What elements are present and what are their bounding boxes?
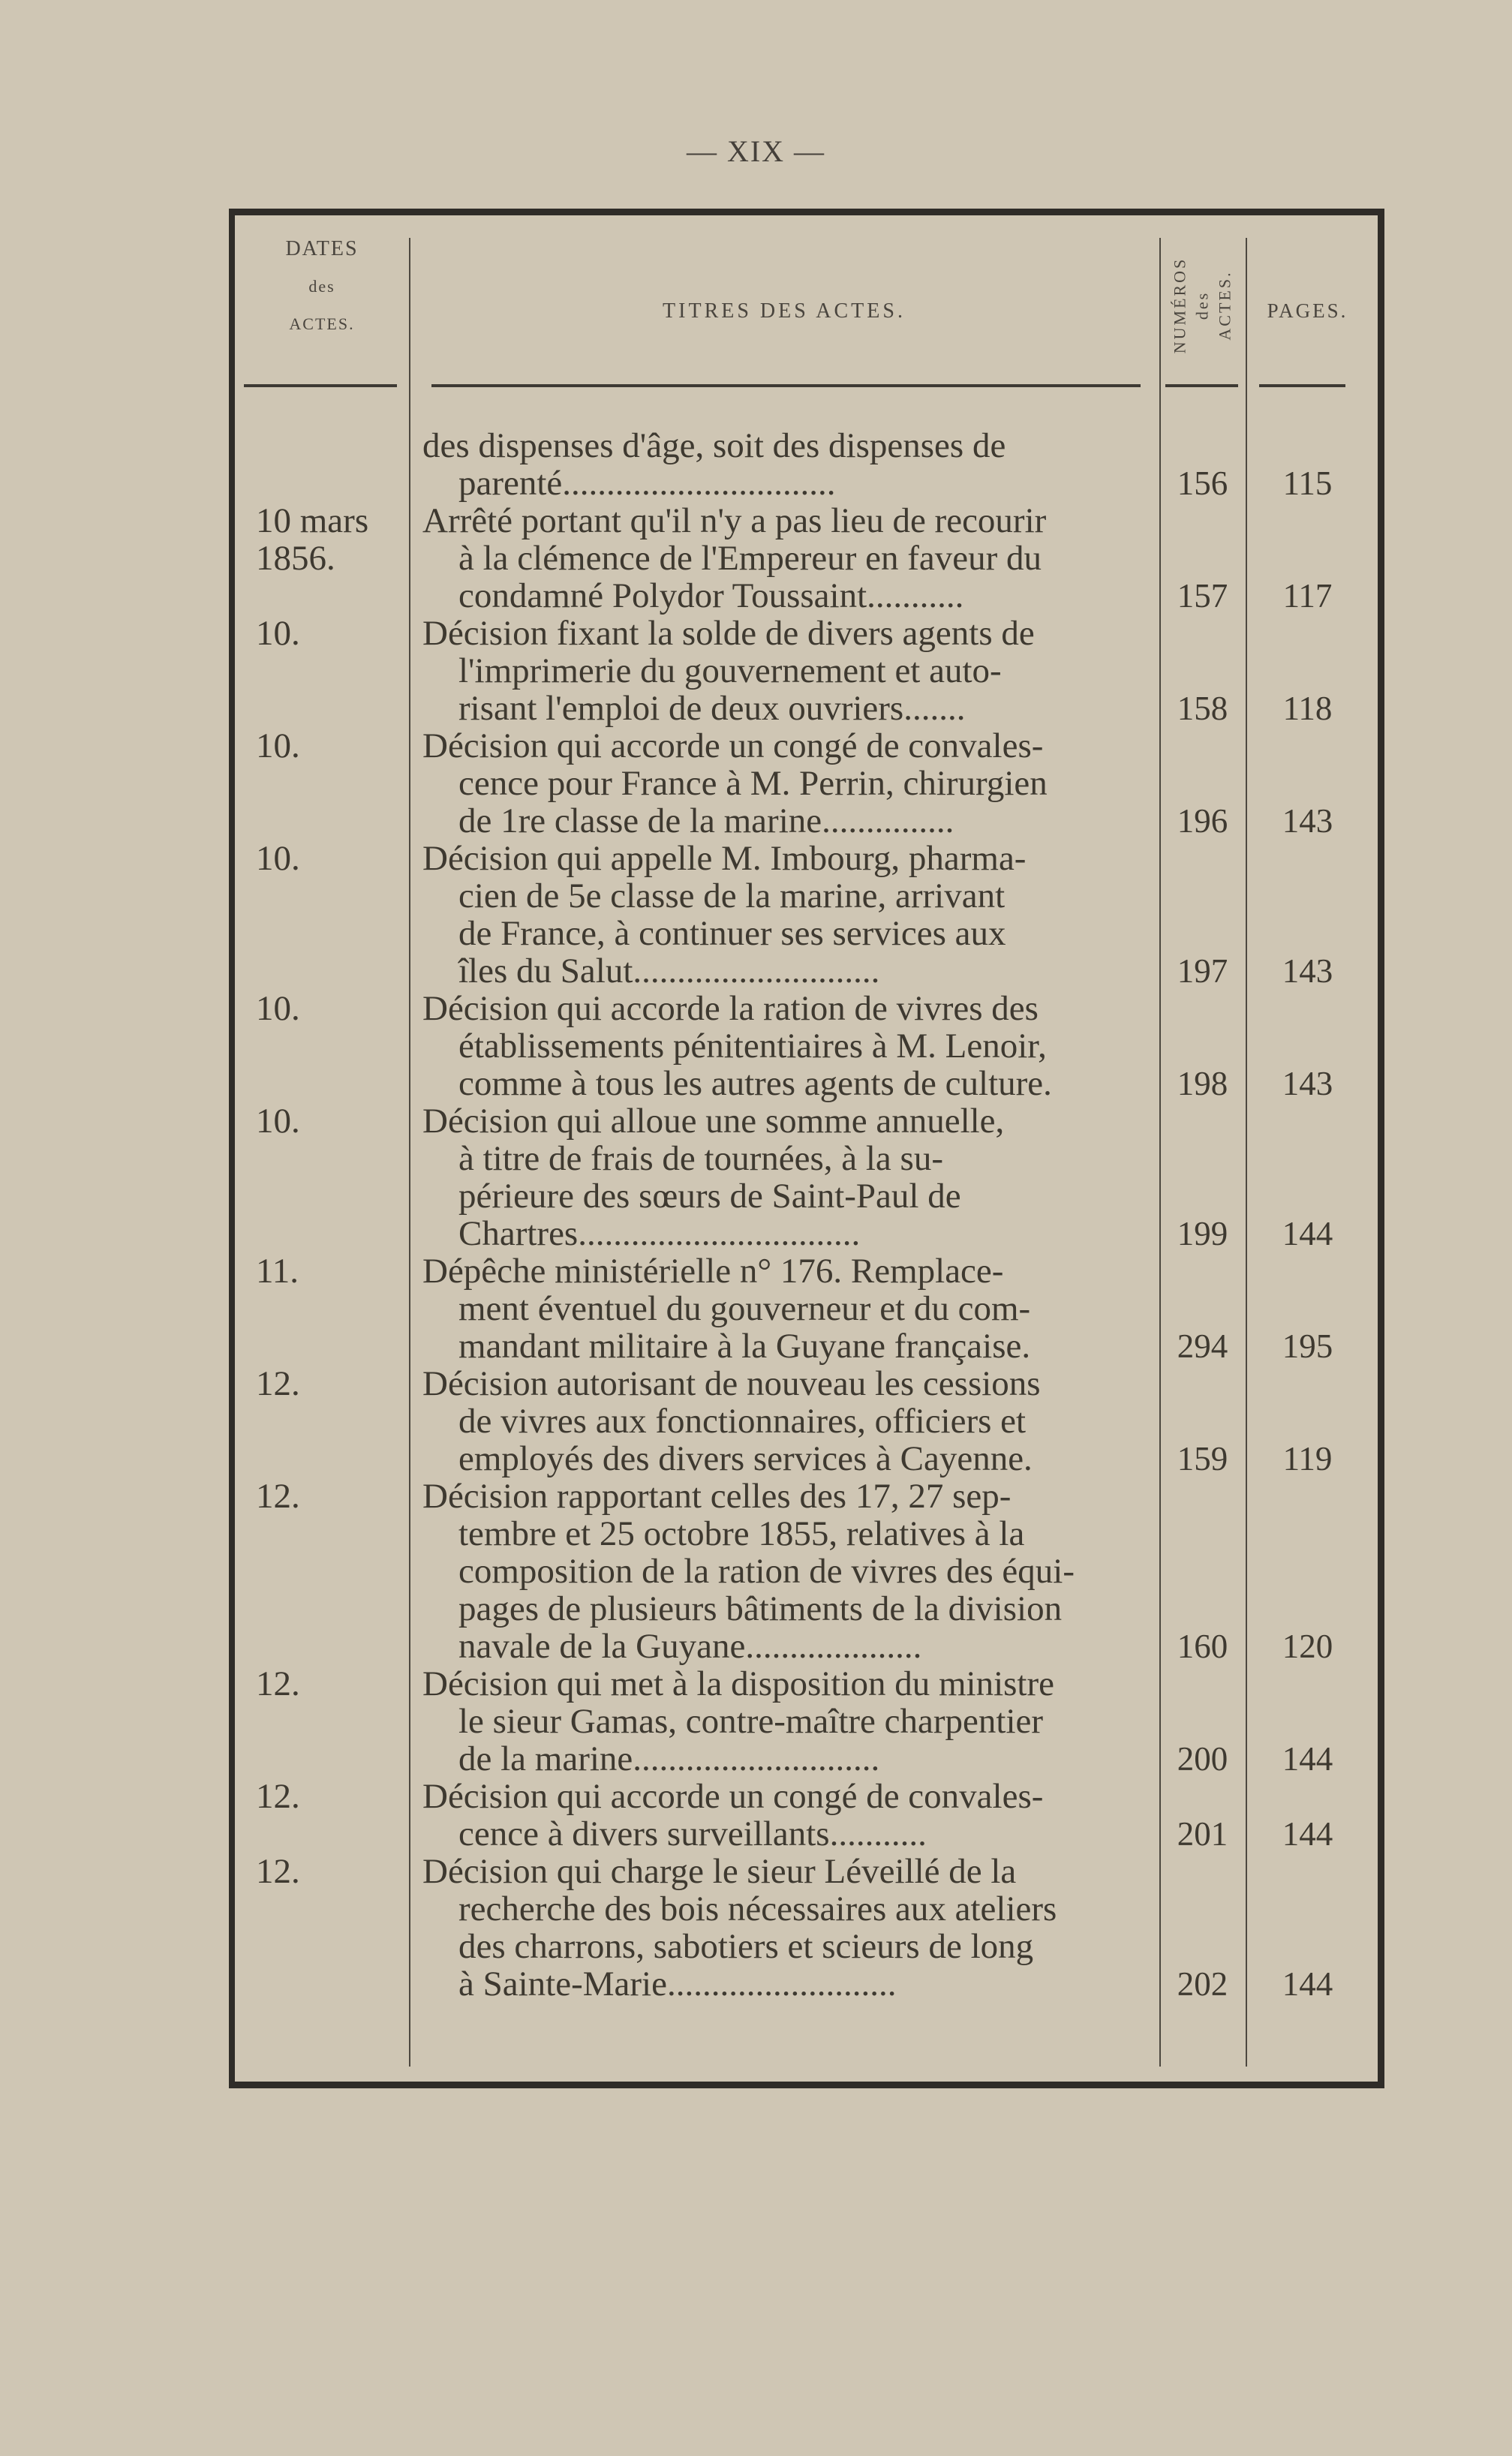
table-row: [235, 727, 1378, 840]
header-dates-line: ACTES.: [289, 314, 355, 333]
row-title: [422, 840, 1141, 990]
row-page-number: 143: [1282, 1065, 1333, 1102]
row-date: 10 mars 1856.: [256, 501, 369, 578]
row-act-number: 196: [1177, 802, 1228, 840]
row-date: 12.: [256, 1477, 300, 1516]
header-rule: [1259, 384, 1345, 387]
row-title-line: de la marine............................: [458, 1740, 880, 1778]
row-page-number: 195: [1282, 1327, 1333, 1365]
row-page-number: 144: [1282, 1740, 1333, 1778]
row-date: 10.: [256, 726, 300, 765]
row-title-line: de France, à continuer ses services aux: [458, 915, 1006, 952]
row-title-line: ment éventuel du gouverneur et du com-: [458, 1290, 1031, 1327]
row-page-number: 144: [1282, 1965, 1333, 2003]
row-act-number: 197: [1177, 952, 1228, 990]
row-page-number: 119: [1282, 1440, 1333, 1478]
table-row: [235, 1102, 1378, 1252]
table-row: [235, 1478, 1378, 1665]
row-title-line: risant l'emploi de deux ouvriers.......: [458, 690, 966, 727]
page-header: — XIX —: [686, 134, 826, 168]
row-title-line: Décision qui accorde un congé de convales-: [422, 727, 1044, 765]
row-title-line: établissements pénitentiaires à M. Lenoir,: [458, 1027, 1047, 1065]
table-body: [235, 427, 1378, 2003]
row-title-line: mandant militaire à la Guyane française.: [458, 1327, 1031, 1365]
header-rule: [244, 384, 397, 387]
row-title-line: Décision fixant la solde de divers agents de: [422, 615, 1035, 652]
row-title: [422, 1252, 1141, 1365]
header-dates: [235, 230, 409, 343]
row-title-line: employés des divers services à Cayenne.: [458, 1440, 1033, 1478]
row-title-line: Décision qui charge le sieur Léveillé de la: [422, 1853, 1017, 1890]
header-numeros-line: des: [1192, 290, 1212, 320]
row-act-number: 200: [1177, 1740, 1228, 1778]
row-page-number: 144: [1282, 1815, 1333, 1853]
row-title-line: des charrons, sabotiers et scieurs de long: [458, 1928, 1034, 1965]
header-dates-line: DATES: [285, 237, 359, 260]
table-row: [235, 1365, 1378, 1478]
row-title-line: tembre et 25 octobre 1855, relatives à la: [458, 1515, 1025, 1553]
row-act-number: 158: [1177, 690, 1228, 727]
table-row: [235, 615, 1378, 727]
table-row: [235, 1252, 1378, 1365]
row-act-number: 160: [1177, 1628, 1228, 1665]
row-page-number: 143: [1282, 952, 1333, 990]
row-title-line: Arrêté portant qu'il n'y a pas lieu de recourir: [422, 502, 1047, 540]
row-title-line: composition de la ration de vivres des équi-: [458, 1553, 1075, 1590]
row-title-line: le sieur Gamas, contre-maître charpentier: [458, 1703, 1044, 1740]
row-title-line: à la clémence de l'Empereur en faveur du: [458, 540, 1042, 577]
row-title: [422, 990, 1141, 1102]
acts-table: [229, 209, 1384, 2088]
header-numeros-line: ACTES.: [1215, 270, 1234, 341]
row-title: [422, 1778, 1141, 1853]
row-title-line: Décision qui accorde la ration de vivres des: [422, 990, 1039, 1027]
row-date: 12.: [256, 1364, 300, 1403]
row-title-line: cence pour France à M. Perrin, chirurgien: [458, 765, 1048, 802]
table-row: [235, 1778, 1378, 1853]
row-date: 12.: [256, 1777, 300, 1816]
row-title-line: pages de plusieurs bâtiments de la division: [458, 1590, 1063, 1628]
row-date: 12.: [256, 1852, 300, 1891]
row-act-number: 198: [1177, 1065, 1228, 1102]
row-date: 10.: [256, 989, 300, 1028]
row-title-line: Décision qui alloue une somme annuelle,: [422, 1102, 1005, 1140]
row-title-line: à titre de frais de tournées, à la su-: [458, 1140, 943, 1177]
row-title: [422, 1478, 1141, 1665]
row-title-line: Décision qui met à la disposition du ministre: [422, 1665, 1054, 1703]
row-title-line: îles du Salut............................: [458, 952, 880, 990]
row-title-line: comme à tous les autres agents de culture.: [458, 1065, 1052, 1102]
table-row: [235, 1665, 1378, 1778]
row-date: 10.: [256, 839, 300, 878]
row-title-line: cence à divers surveillants...........: [458, 1815, 927, 1853]
table-row: [235, 990, 1378, 1102]
row-title-line: Décision qui appelle M. Imbourg, pharma-: [422, 840, 1027, 877]
row-title-line: parenté...............................: [458, 464, 836, 502]
row-act-number: 157: [1177, 577, 1228, 615]
row-act-number: 202: [1177, 1965, 1228, 2003]
header-numeros: [1159, 230, 1246, 380]
row-title-line: Chartres................................: [458, 1215, 861, 1252]
row-title-line: de vivres aux fonctionnaires, officiers et: [458, 1402, 1027, 1440]
row-act-number: 294: [1177, 1327, 1228, 1365]
table-row: [235, 502, 1378, 615]
row-title: [422, 1665, 1141, 1778]
header-rule: [1165, 384, 1238, 387]
row-page-number: 115: [1282, 464, 1333, 502]
row-act-number: 201: [1177, 1815, 1228, 1853]
row-page-number: 117: [1282, 577, 1333, 615]
table-row: [235, 1853, 1378, 2003]
row-title-line: Décision autorisant de nouveau les cessions: [422, 1365, 1041, 1402]
row-title-line: recherche des bois nécessaires aux ateliers: [458, 1890, 1057, 1928]
row-title-line: de 1re classe de la marine...............: [458, 802, 954, 840]
row-act-number: 199: [1177, 1215, 1228, 1252]
row-title-line: l'imprimerie du gouvernement et auto-: [458, 652, 1002, 690]
row-date: 10.: [256, 1102, 300, 1141]
row-act-number: 156: [1177, 464, 1228, 502]
header-pages: PAGES.: [1267, 299, 1348, 322]
row-title: [422, 1365, 1141, 1478]
row-date: 12.: [256, 1664, 300, 1703]
header-numeros-line: NUMÉROS: [1170, 257, 1189, 354]
row-title-line: Décision rapportant celles des 17, 27 sep-: [422, 1478, 1012, 1515]
row-title-line: cien de 5e classe de la marine, arrivant: [458, 877, 1005, 915]
row-page-number: 120: [1282, 1628, 1333, 1665]
row-title: [422, 427, 1141, 502]
row-title-line: navale de la Guyane....................: [458, 1628, 922, 1665]
row-date: 10.: [256, 614, 300, 653]
row-title: [422, 502, 1141, 615]
row-title-line: des dispenses d'âge, soit des dispenses de: [422, 427, 1006, 464]
row-title: [422, 615, 1141, 727]
header-dates-line: des: [308, 277, 335, 296]
row-title-line: condamné Polydor Toussaint...........: [458, 577, 964, 615]
table-row: [235, 840, 1378, 990]
row-date: 11.: [256, 1252, 299, 1291]
table-row: [235, 427, 1378, 502]
row-page-number: 118: [1282, 690, 1333, 727]
row-act-number: 159: [1177, 1440, 1228, 1478]
header-titles: TITRES DES ACTES.: [663, 299, 906, 323]
row-title: [422, 1102, 1141, 1252]
row-title-line: Décision qui accorde un congé de convales-: [422, 1778, 1044, 1815]
row-title-line: à Sainte-Marie..........................: [458, 1965, 897, 2003]
row-page-number: 143: [1282, 802, 1333, 840]
row-title-line: Dépêche ministérielle n° 176. Remplace-: [422, 1252, 1004, 1290]
row-title: [422, 1853, 1141, 2003]
header-rule: [431, 384, 1141, 387]
row-title-line: périeure des sœurs de Saint-Paul de: [458, 1177, 961, 1215]
row-title: [422, 727, 1141, 840]
row-page-number: 144: [1282, 1215, 1333, 1252]
